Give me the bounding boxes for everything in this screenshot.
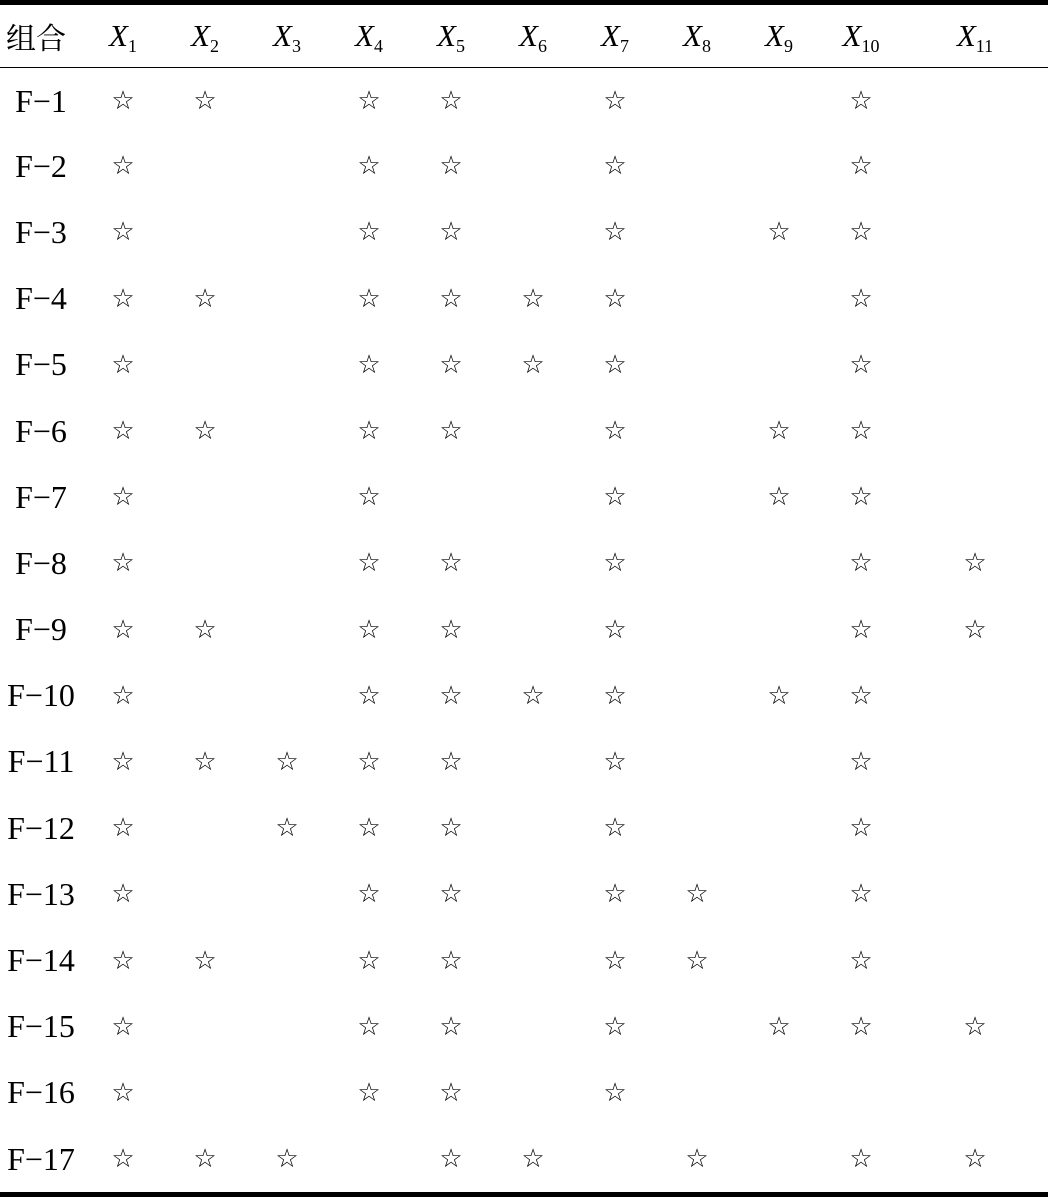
empty-cell (492, 530, 574, 596)
table-row (0, 67, 1048, 133)
row-label: F−14 (7, 942, 75, 979)
column-subscript: 1 (127, 36, 137, 56)
star-icon: ☆ (111, 217, 135, 248)
star-icon: ☆ (603, 879, 627, 910)
star-icon: ☆ (357, 86, 381, 117)
star-icon: ☆ (111, 746, 135, 777)
empty-cell (492, 795, 574, 861)
row-label: F−12 (7, 809, 75, 846)
star-icon: ☆ (357, 548, 381, 579)
star-icon: ☆ (603, 680, 627, 711)
star-icon: ☆ (767, 482, 791, 513)
star-icon: ☆ (849, 813, 873, 844)
star-icon: ☆ (521, 680, 545, 711)
empty-cell (656, 266, 738, 332)
star-icon: ☆ (439, 283, 463, 314)
star-icon: ☆ (111, 86, 135, 117)
table-row (0, 332, 1048, 398)
empty-cell (164, 994, 246, 1060)
table-row (0, 597, 1048, 663)
star-icon: ☆ (111, 349, 135, 380)
empty-cell (902, 927, 1048, 993)
empty-cell (820, 1060, 902, 1126)
empty-cell (164, 795, 246, 861)
table-row (0, 927, 1048, 993)
star-icon: ☆ (111, 283, 135, 314)
empty-cell (492, 199, 574, 265)
table-row (0, 266, 1048, 332)
empty-cell (492, 927, 574, 993)
empty-cell (738, 597, 820, 663)
empty-cell (902, 1060, 1048, 1126)
empty-cell (902, 133, 1048, 199)
column-subscript: 11 (975, 36, 994, 56)
star-icon: ☆ (439, 151, 463, 182)
empty-cell (246, 199, 328, 265)
star-icon: ☆ (111, 1144, 135, 1175)
column-header-x10 (820, 5, 902, 67)
empty-cell (246, 67, 328, 133)
star-icon: ☆ (603, 283, 627, 314)
empty-cell (656, 398, 738, 464)
star-icon: ☆ (849, 945, 873, 976)
column-variable: $X_4$ (355, 18, 383, 56)
column-subscript: 5 (455, 36, 465, 56)
star-icon: ☆ (685, 879, 709, 910)
empty-cell (738, 332, 820, 398)
empty-cell (656, 464, 738, 530)
column-header-x6 (492, 5, 574, 67)
star-icon: ☆ (439, 1144, 463, 1175)
corner-header: 组合 (6, 22, 66, 57)
empty-cell (902, 332, 1048, 398)
column-header-x9 (738, 5, 820, 67)
star-icon: ☆ (111, 813, 135, 844)
column-header-x8 (656, 5, 738, 67)
star-icon: ☆ (849, 349, 873, 380)
column-header-x4 (328, 5, 410, 67)
empty-cell (492, 729, 574, 795)
star-icon: ☆ (603, 416, 627, 447)
star-icon: ☆ (603, 813, 627, 844)
star-icon: ☆ (357, 217, 381, 248)
star-icon: ☆ (193, 416, 217, 447)
star-icon: ☆ (603, 217, 627, 248)
star-icon: ☆ (963, 1011, 987, 1042)
empty-cell (492, 398, 574, 464)
empty-cell (246, 994, 328, 1060)
empty-cell (492, 133, 574, 199)
table-row (0, 1060, 1048, 1126)
column-header-x3 (246, 5, 328, 67)
row-label: F−6 (15, 412, 67, 449)
row-label: F−17 (7, 1140, 75, 1177)
column-variable: $X_2$ (191, 18, 219, 56)
empty-cell (738, 133, 820, 199)
empty-cell (574, 1126, 656, 1192)
empty-cell (656, 663, 738, 729)
column-subscript: 6 (537, 36, 547, 56)
star-icon: ☆ (357, 813, 381, 844)
empty-cell (656, 597, 738, 663)
star-icon: ☆ (439, 86, 463, 117)
empty-cell (902, 464, 1048, 530)
star-icon: ☆ (357, 151, 381, 182)
star-icon: ☆ (767, 217, 791, 248)
star-icon: ☆ (439, 548, 463, 579)
empty-cell (246, 1060, 328, 1126)
star-icon: ☆ (439, 614, 463, 645)
star-icon: ☆ (849, 151, 873, 182)
star-icon: ☆ (111, 1077, 135, 1108)
empty-cell (738, 1060, 820, 1126)
star-icon: ☆ (111, 482, 135, 513)
row-label: F−16 (7, 1074, 75, 1111)
empty-cell (902, 398, 1048, 464)
empty-cell (656, 729, 738, 795)
star-icon: ☆ (357, 879, 381, 910)
star-icon: ☆ (603, 151, 627, 182)
star-icon: ☆ (111, 1011, 135, 1042)
table-row (0, 199, 1048, 265)
table-row (0, 530, 1048, 596)
table-row (0, 133, 1048, 199)
empty-cell (410, 464, 492, 530)
empty-cell (164, 663, 246, 729)
row-label: F−2 (15, 147, 67, 184)
star-icon: ☆ (603, 1011, 627, 1042)
star-icon: ☆ (603, 1077, 627, 1108)
column-variable: $X_8$ (683, 18, 711, 56)
empty-cell (492, 861, 574, 927)
row-label: F−15 (7, 1008, 75, 1045)
table-row (0, 398, 1048, 464)
empty-cell (902, 266, 1048, 332)
star-icon: ☆ (767, 680, 791, 711)
column-variable: $X_{10}$ (842, 18, 880, 56)
star-icon: ☆ (963, 614, 987, 645)
star-icon: ☆ (439, 680, 463, 711)
table-row (0, 663, 1048, 729)
star-icon: ☆ (111, 945, 135, 976)
star-icon: ☆ (849, 680, 873, 711)
empty-cell (902, 67, 1048, 133)
empty-cell (492, 597, 574, 663)
combination-grid (0, 5, 1048, 1192)
star-icon: ☆ (357, 945, 381, 976)
empty-cell (164, 133, 246, 199)
empty-cell (902, 663, 1048, 729)
empty-cell (164, 861, 246, 927)
star-icon: ☆ (357, 1077, 381, 1108)
column-subscript: 7 (619, 36, 629, 56)
row-label: F−9 (15, 611, 67, 648)
star-icon: ☆ (111, 548, 135, 579)
table-row (0, 729, 1048, 795)
column-variable: $X_7$ (601, 18, 629, 56)
star-icon: ☆ (849, 746, 873, 777)
star-icon: ☆ (439, 879, 463, 910)
star-icon: ☆ (849, 879, 873, 910)
star-icon: ☆ (357, 614, 381, 645)
empty-cell (164, 530, 246, 596)
star-icon: ☆ (193, 945, 217, 976)
star-icon: ☆ (685, 945, 709, 976)
star-icon: ☆ (849, 283, 873, 314)
star-icon: ☆ (357, 1011, 381, 1042)
empty-cell (246, 332, 328, 398)
empty-cell (902, 861, 1048, 927)
empty-cell (738, 530, 820, 596)
empty-cell (492, 1060, 574, 1126)
star-icon: ☆ (603, 614, 627, 645)
table-body (0, 67, 1048, 1192)
empty-cell (738, 729, 820, 795)
star-icon: ☆ (439, 945, 463, 976)
empty-cell (656, 332, 738, 398)
star-icon: ☆ (193, 746, 217, 777)
empty-cell (246, 398, 328, 464)
empty-cell (656, 994, 738, 1060)
star-icon: ☆ (439, 813, 463, 844)
row-label: F−5 (15, 346, 67, 383)
empty-cell (656, 795, 738, 861)
star-icon: ☆ (357, 680, 381, 711)
empty-cell (902, 795, 1048, 861)
empty-cell (246, 464, 328, 530)
table-header-row (0, 5, 1048, 67)
star-icon: ☆ (275, 746, 299, 777)
star-icon: ☆ (963, 548, 987, 579)
empty-cell (246, 266, 328, 332)
empty-cell (164, 199, 246, 265)
star-icon: ☆ (357, 349, 381, 380)
star-icon: ☆ (111, 879, 135, 910)
table-row (0, 861, 1048, 927)
column-header-x5 (410, 5, 492, 67)
column-header-x7 (574, 5, 656, 67)
table-row (0, 1126, 1048, 1192)
star-icon: ☆ (767, 416, 791, 447)
empty-cell (246, 663, 328, 729)
star-icon: ☆ (439, 1077, 463, 1108)
table-row (0, 795, 1048, 861)
star-icon: ☆ (849, 1011, 873, 1042)
star-icon: ☆ (439, 746, 463, 777)
star-icon: ☆ (439, 416, 463, 447)
column-variable: $X_3$ (273, 18, 301, 56)
empty-cell (246, 530, 328, 596)
star-icon: ☆ (439, 217, 463, 248)
empty-cell (164, 332, 246, 398)
empty-cell (246, 597, 328, 663)
empty-cell (902, 729, 1048, 795)
star-icon: ☆ (603, 548, 627, 579)
column-variable: $X_6$ (519, 18, 547, 56)
column-header-x1 (82, 5, 164, 67)
row-label: F−3 (15, 213, 67, 250)
star-icon: ☆ (685, 1144, 709, 1175)
column-subscript: 8 (701, 36, 711, 56)
empty-cell (738, 861, 820, 927)
star-icon: ☆ (439, 1011, 463, 1042)
empty-cell (738, 1126, 820, 1192)
column-variable: $X_1$ (109, 18, 137, 56)
star-icon: ☆ (275, 1144, 299, 1175)
empty-cell (656, 1060, 738, 1126)
star-icon: ☆ (193, 614, 217, 645)
empty-cell (738, 67, 820, 133)
star-icon: ☆ (193, 1144, 217, 1175)
empty-cell (164, 464, 246, 530)
row-label: F−4 (15, 280, 67, 317)
row-label: F−13 (7, 875, 75, 912)
empty-cell (246, 133, 328, 199)
column-variable: $X_5$ (437, 18, 465, 56)
star-icon: ☆ (357, 482, 381, 513)
row-label: F−10 (7, 677, 75, 714)
column-header-x11 (902, 5, 1048, 67)
column-variable: $X_9$ (765, 18, 793, 56)
star-icon: ☆ (111, 680, 135, 711)
empty-cell (738, 927, 820, 993)
empty-cell (492, 67, 574, 133)
column-subscript: 2 (209, 36, 219, 56)
star-icon: ☆ (603, 482, 627, 513)
table-row (0, 994, 1048, 1060)
column-header-x2 (164, 5, 246, 67)
star-icon: ☆ (849, 416, 873, 447)
star-icon: ☆ (521, 1144, 545, 1175)
row-label: F−8 (15, 544, 67, 581)
star-icon: ☆ (111, 151, 135, 182)
star-icon: ☆ (275, 813, 299, 844)
column-subscript: 3 (291, 36, 301, 56)
star-icon: ☆ (193, 283, 217, 314)
empty-cell (164, 1060, 246, 1126)
column-subscript: 10 (861, 36, 880, 56)
star-icon: ☆ (357, 283, 381, 314)
star-icon: ☆ (111, 416, 135, 447)
star-icon: ☆ (849, 217, 873, 248)
empty-cell (738, 266, 820, 332)
row-label: F−1 (15, 82, 67, 119)
star-icon: ☆ (849, 548, 873, 579)
table-row (0, 464, 1048, 530)
empty-cell (246, 861, 328, 927)
column-subscript: 9 (783, 36, 793, 56)
empty-cell (738, 795, 820, 861)
star-icon: ☆ (603, 746, 627, 777)
empty-cell (328, 1126, 410, 1192)
empty-cell (492, 994, 574, 1060)
star-icon: ☆ (521, 349, 545, 380)
star-icon: ☆ (439, 349, 463, 380)
star-icon: ☆ (357, 746, 381, 777)
star-icon: ☆ (521, 283, 545, 314)
empty-cell (656, 530, 738, 596)
empty-cell (656, 67, 738, 133)
star-icon: ☆ (963, 1144, 987, 1175)
star-icon: ☆ (603, 86, 627, 117)
star-icon: ☆ (767, 1011, 791, 1042)
empty-cell (492, 464, 574, 530)
column-subscript: 4 (373, 36, 383, 56)
star-icon: ☆ (111, 614, 135, 645)
column-variable: $X_{11}$ (956, 18, 994, 56)
star-icon: ☆ (849, 614, 873, 645)
star-icon: ☆ (193, 86, 217, 117)
empty-cell (656, 133, 738, 199)
star-icon: ☆ (603, 349, 627, 380)
star-icon: ☆ (603, 945, 627, 976)
star-icon: ☆ (357, 416, 381, 447)
table-bottom-rule (0, 1192, 1048, 1197)
empty-cell (246, 927, 328, 993)
star-icon: ☆ (849, 86, 873, 117)
star-icon: ☆ (849, 482, 873, 513)
empty-cell (902, 199, 1048, 265)
row-label: F−7 (15, 478, 67, 515)
star-icon: ☆ (849, 1144, 873, 1175)
row-label: F−11 (7, 743, 75, 780)
empty-cell (656, 199, 738, 265)
